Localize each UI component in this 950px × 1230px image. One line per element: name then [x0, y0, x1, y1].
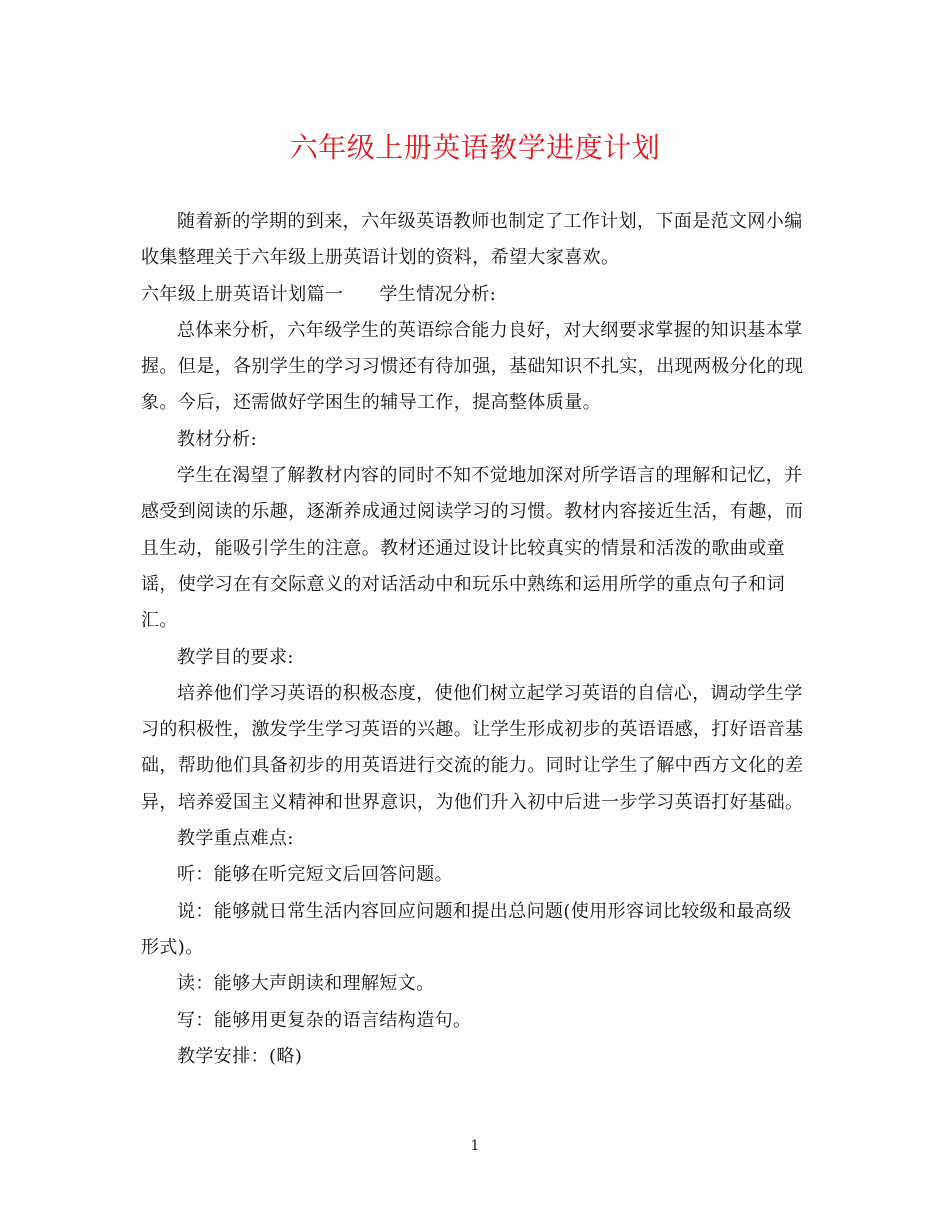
reading-item: 读：能够大声朗读和理解短文。 [177, 973, 435, 995]
listening-item: 听：能够在听完短文后回答问题。 [177, 864, 453, 886]
section-heading-line [141, 277, 805, 313]
teaching-goals-heading: 教学目的要求: [177, 646, 294, 668]
textbook-analysis-heading: 教材分析: [177, 428, 258, 450]
teaching-goals-paragraph: 培养他们学习英语的积极态度，使他们树立起学习英语的自信心，调动学生学习的积极性，激发学生学习英语的兴趣。让学生形成初步的英语语感，打好语音基础，帮助他们具备初步的用英语进行交流的能力。同时让学生了解中西方文化的差异，培养爱国主义精神和世界意识，为他们升入初中后进一步学习英语打好基础。 [141, 682, 804, 813]
student-analysis-heading: 学生情况分析: [379, 283, 497, 305]
teaching-arrangement: 教学安排：(略) [177, 1045, 303, 1067]
key-points-heading: 教学重点难点: [177, 828, 294, 850]
student-analysis-paragraph: 总体来分析，六年级学生的英语综合能力良好，对大纲要求掌握的知识基本掌握。但是，各别学生的学习习惯还有待加强，基础知识不扎实，出现两极分化的现象。今后，还需做好学困生的辅导工作，提高整体质量。 [141, 319, 804, 414]
intro-paragraph: 随着新的学期的到来，六年级英语教师也制定了工作计划，下面是范文网小编收集整理关于六年级上册英语计划的资料，希望大家喜欢。 [141, 211, 803, 269]
textbook-analysis-paragraph: 学生在渴望了解教材内容的同时不知不觉地加深对所学语言的理解和记忆，并感受到阅读的乐趣，逐渐养成通过阅读学习的习惯。教材内容接近生活，有趣，而且生动，能吸引学生的注意。教材还通过设计比较真实的情景和活泼的歌曲或童谣，使学习在有交际意义的对话活动中和玩乐中熟练和运用所学的重点句子和词汇。 [141, 465, 804, 632]
section-title: 六年级上册英语计划篇一 [141, 283, 344, 305]
speaking-item: 说：能够就日常生活内容回应问题和提出总问题(使用形容词比较级和最高级形式)。 [141, 900, 792, 958]
page-number: 1 [470, 1138, 480, 1154]
document-body [141, 204, 805, 1075]
writing-item: 写：能够用更复杂的语言结构造句。 [177, 1009, 472, 1031]
document-title: 六年级上册英语教学进度计划 [289, 131, 661, 164]
